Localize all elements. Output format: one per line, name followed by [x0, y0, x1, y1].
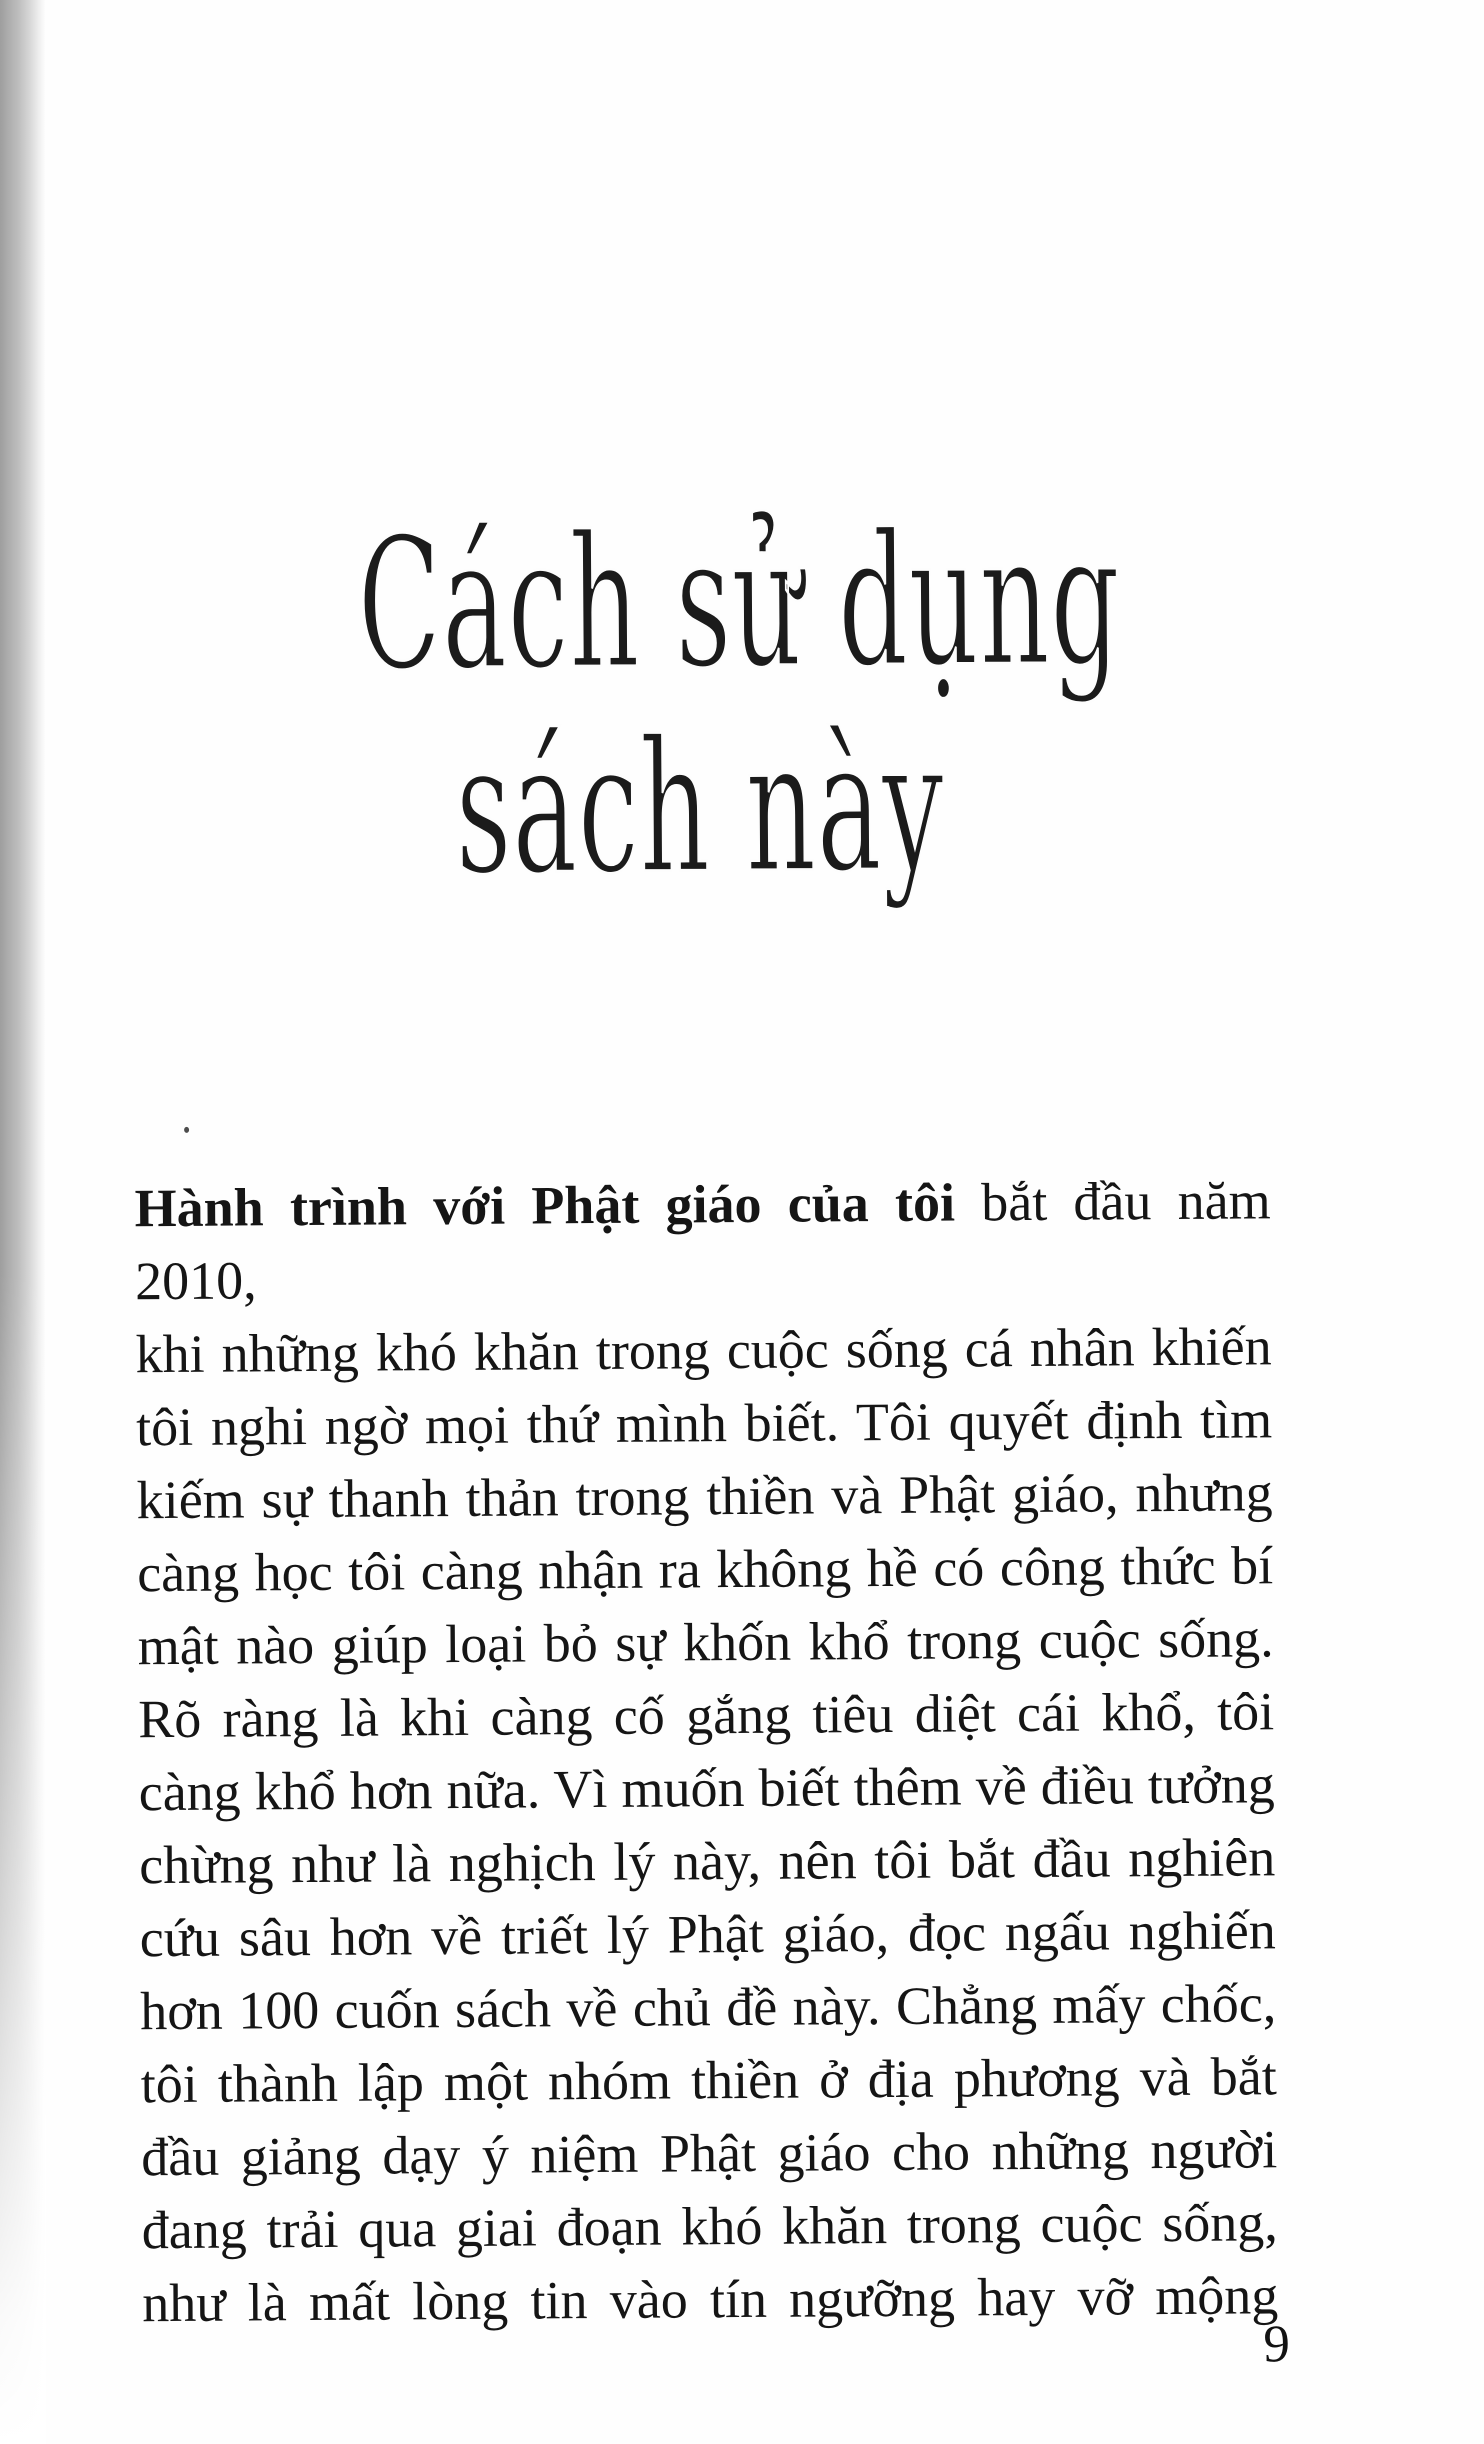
chapter-title-line-2: sách này	[454, 699, 946, 915]
paragraph-line: đầu giảng dạy ý niệm Phật giáo cho những người	[141, 2119, 1278, 2188]
body-paragraph	[134, 1164, 1278, 2340]
paragraph-line: đang trải qua giai đoạn khó khăn trong cuộc sống,	[141, 2192, 1278, 2261]
paragraph-line: như là mất lòng tin vào tín ngưỡng hay vỡ mộng	[142, 2265, 1279, 2334]
paragraph-line-text: bắt đầu năm 2010,	[134, 1170, 1271, 1312]
paragraph-line: khi những khó khăn trong cuộc sống cá nhân khiến	[135, 1316, 1272, 1385]
paragraph-line: tôi nghi ngờ mọi thứ mình biết. Tôi quyết định tìm	[135, 1389, 1273, 1458]
paragraph-line: cứu sâu hơn về triết lý Phật giáo, đọc ngấu nghiến	[139, 1900, 1276, 1969]
paragraph-line: Rõ ràng là khi càng cố gắng tiêu diệt cái khổ, tôi	[138, 1681, 1275, 1750]
page-number: 9	[1263, 2315, 1291, 2374]
paragraph-lead-bold: Hành trình với Phật giáo của tôi	[134, 1172, 956, 1239]
paragraph-line: chừng như là nghịch lý này, nên tôi bắt đầu nghiên	[139, 1827, 1276, 1896]
paragraph-line: hơn 100 cuốn sách về chủ đề này. Chẳng mấy chốc,	[140, 1973, 1277, 2042]
paragraph-line	[134, 1164, 1271, 1318]
paragraph-line: kiếm sự thanh thản trong thiền và Phật giáo, nhưng	[136, 1462, 1273, 1531]
paragraph-line: tôi thành lập một nhóm thiền ở địa phương và bắt	[140, 2046, 1277, 2115]
paragraph-line: càng học tôi càng nhận ra không hề có công thức bí	[136, 1535, 1274, 1604]
chapter-title-line-1: Cách sử dụng	[356, 493, 1122, 711]
paragraph-line: mật nào giúp loại bỏ sự khốn khổ trong cuộc sống.	[137, 1608, 1274, 1677]
chapter-title	[130, 493, 1269, 915]
paragraph-line: càng khổ hơn nữa. Vì muốn biết thêm về điều tưởng	[138, 1754, 1275, 1823]
scan-speck	[184, 1127, 189, 1133]
